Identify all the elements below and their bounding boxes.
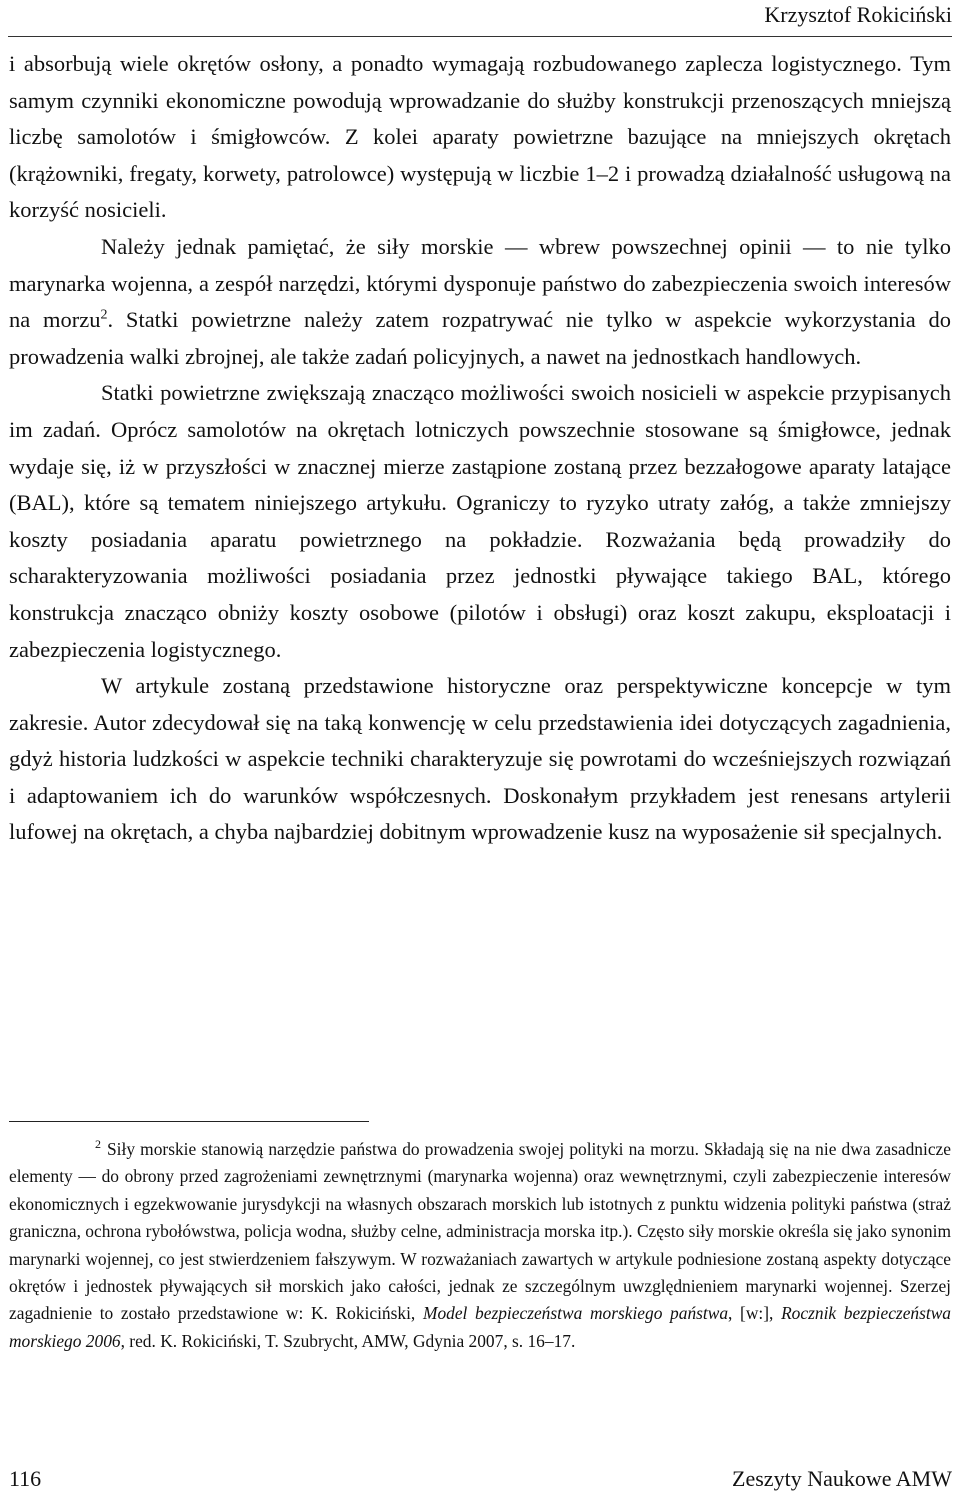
footnote-number: 2 [95, 1137, 101, 1152]
footnote-title-italic: Model bezpieczeństwa morskiego państwa [422, 1303, 729, 1324]
paragraph-2-part-a: Należy jednak pamiętać, że siły morskie — wbrew powszechnej opinii — to nie tylko marynarka wojenna, a zespół narzędzi, którymi dysponuje państwo do zabezpieczenia swoich interesów na morzu [9, 233, 951, 333]
footnote-text-a: Siły morskie stanowią narzędzie państwa do prowadzenia swojej polityki na morzu. Składają się na nie dwa zasadnicze elementy — do obrony przed zagrożeniami zewnętrznymi (marynarka wojenna) oraz wewnętrznymi, czyli zabezpieczenie interesów ekonomicznych i egzekwowanie jurysdykcji na własnych obszarach morskich lub istotnych z punktu widzenia polityki państwa (straż graniczna, ochrona rybołówstwa, policja wodna, służby celne, administracja morska itp.). Często siły morskie określa się jako synonim marynarki wojennej, co jest stwierdzeniem fałszywym. W rozważaniach zawartych w artykule podniesione zostaną aspekty dotyczące okrętów i jednostek pływających sił morskich jako całości, jednak ze szczególnym uwzględnieniem marynarki wojennej. Szerzej zagadnienie to zostało przedstawione w: K. Rokiciński, [9, 1139, 951, 1324]
paragraph-3: Statki powietrzne zwiększają znacząco możliwości swoich nosicieli w aspekcie przypisanych im zadań. Oprócz samolotów na okrętach lotniczych powszechnie stosowane są śmigłowce, jednak wydaje się, iż w przyszłości w znacznej mierze zastąpione zostaną przez bezzałogowe aparaty latające (BAL), które są tematem niniejszego artykułu. Ograniczy to ryzyko utraty załóg, a także zmniejszy koszty posiadania aparatu powietrznego na pokładzie. Rozważania będą prowadziły do scharakteryzowania możliwości posiadania przez jednostki pływające takiego BAL, którego konstrukcja znacząco obniży koszty osobowe (pilotów i obsługi) oraz koszt zakupu, eksploatacji i zabezpieczenia logistycznego. [9, 380, 951, 662]
footnote-rule [9, 1121, 369, 1122]
paragraph-1: i absorbują wiele okrętów osłony, a ponadto wymagają rozbudowanego zaplecza logistycznego. Tym samym czynniki ekonomiczne powodują wprowadzanie do służby konstrukcji przenoszących mniejszą liczbę samolotów i śmigłowców. Z kolei aparaty powietrzne bazujące na mniejszych okrętach (krążowniki, fregaty, korwety, patrolowce) występują w liczbie 1–2 i prowadzą działalność usługową na korzyść nosicieli. [9, 51, 951, 223]
page-number: 116 [9, 1466, 42, 1491]
footnote-reference[interactable]: 2 [100, 307, 108, 323]
footnote-text-c: , red. K. Rokiciński, T. Szubrycht, AMW, Gdynia 2007, s. 16–17. [120, 1330, 576, 1351]
header-rule [8, 36, 952, 37]
footnote-source-italic: Rocznik bezpieczeństwa morskiego 2006 [9, 1303, 952, 1351]
paragraph-2-part-b: . Statki powietrzne należy zatem rozpatrywać nie tylko w aspekcie wykorzystania do prowadzenia walki zbrojnej, ale także zadań policyjnych, a nawet na jednostkach handlowych. [9, 307, 952, 369]
journal-name: Zeszyty Naukowe AMW [732, 1466, 952, 1491]
footnote-text-b: , [w:], [728, 1303, 782, 1324]
paragraph-4: W artykule zostaną przedstawione historyczne oraz perspektywiczne koncepcje w tym zakresie. Autor zdecydował się na taką konwencję w celu przedstawienia idei dotyczących zagadnienia, gdyż historia ludzkości w aspekcie techniki charakteryzuje się powrotami do wcześniejszych rozwiązań i adaptowaniem ich do warunków współczesnych. Doskonałym przykładem jest renesans artylerii lufowej na okrętach, a chyba najbardziej dobitnym wprowadzenie kusz na wyposażenie sił specjalnych. [9, 673, 951, 845]
paragraph-2 [9, 229, 951, 375]
body-text [9, 46, 951, 851]
footnote-paragraph [9, 1136, 951, 1355]
footnote [9, 1136, 951, 1355]
running-head-author: Krzysztof Rokiciński [764, 2, 952, 27]
